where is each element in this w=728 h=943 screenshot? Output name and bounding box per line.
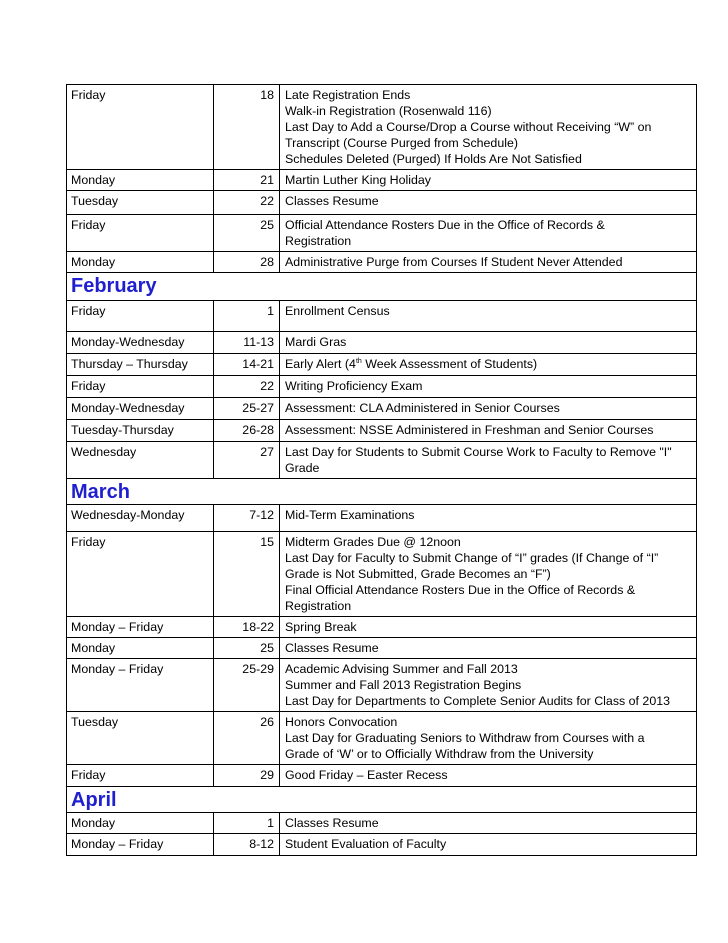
- month-header-row: [67, 479, 697, 505]
- date-cell: 14-21: [214, 354, 280, 376]
- date-cell: 1: [214, 813, 280, 834]
- event-line: Late Registration Ends: [285, 88, 411, 102]
- event-line: Walk-in Registration (Rosenwald 116): [285, 104, 492, 118]
- event-line: Grade is Not Submitted, Grade Becomes an “F”): [285, 567, 551, 581]
- event-line: Martin Luther King Holiday: [285, 173, 432, 187]
- month-header-row: [67, 787, 697, 813]
- day-of-week-cell: Monday: [67, 170, 214, 191]
- event-cell: [280, 813, 697, 834]
- calendar-row: [67, 532, 697, 617]
- event-line: Mardi Gras: [285, 335, 347, 349]
- day-of-week-cell: Monday – Friday: [67, 659, 214, 712]
- date-cell: 18: [214, 85, 280, 170]
- day-of-week-cell: Friday: [67, 765, 214, 787]
- date-cell: 25-29: [214, 659, 280, 712]
- calendar-row: [67, 170, 697, 191]
- day-of-week-cell: Tuesday: [67, 712, 214, 765]
- month-heading: February: [67, 273, 697, 301]
- event-line: Spring Break: [285, 620, 357, 634]
- date-cell: 28: [214, 252, 280, 273]
- event-line: Last Day for Departments to Complete Senior Audits for Class of 2013: [285, 694, 670, 708]
- calendar-row: [67, 659, 697, 712]
- day-of-week-cell: Monday: [67, 638, 214, 659]
- event-cell: [280, 712, 697, 765]
- date-cell: 27: [214, 442, 280, 479]
- calendar-row: [67, 354, 697, 376]
- event-line: Midterm Grades Due @ 12noon: [285, 535, 461, 549]
- calendar-row: [67, 834, 697, 856]
- month-header-row: [67, 273, 697, 301]
- event-line: Honors Convocation: [285, 715, 398, 729]
- date-cell: 25: [214, 215, 280, 252]
- event-cell: [280, 252, 697, 273]
- date-cell: 26-28: [214, 420, 280, 442]
- date-cell: 29: [214, 765, 280, 787]
- event-cell: [280, 191, 697, 215]
- calendar-row: [67, 712, 697, 765]
- day-of-week-cell: Monday: [67, 252, 214, 273]
- day-of-week-cell: Friday: [67, 301, 214, 332]
- event-line: Transcript (Course Purged from Schedule): [285, 136, 518, 150]
- calendar-row: [67, 376, 697, 398]
- day-of-week-cell: Friday: [67, 376, 214, 398]
- event-line: Student Evaluation of Faculty: [285, 837, 447, 851]
- calendar-row: [67, 442, 697, 479]
- calendar-row: [67, 301, 697, 332]
- day-of-week-cell: Thursday – Thursday: [67, 354, 214, 376]
- event-cell: [280, 505, 697, 532]
- event-cell: [280, 442, 697, 479]
- event-line: Summer and Fall 2013 Registration Begins: [285, 678, 522, 692]
- day-of-week-cell: Monday: [67, 813, 214, 834]
- calendar-row: [67, 191, 697, 215]
- event-line: Administrative Purge from Courses If Student Never Attended: [285, 255, 623, 269]
- day-of-week-cell: Friday: [67, 85, 214, 170]
- event-line: Assessment: NSSE Administered in Freshman and Senior Courses: [285, 423, 654, 437]
- event-line: Last Day for Students to Submit Course Work to Faculty to Remove "I": [285, 445, 672, 459]
- event-line: Good Friday – Easter Recess: [285, 768, 448, 782]
- day-of-week-cell: Monday-Wednesday: [67, 398, 214, 420]
- event-line: Schedules Deleted (Purged) If Holds Are Not Satisfied: [285, 152, 582, 166]
- calendar-row: [67, 638, 697, 659]
- month-heading: March: [67, 479, 697, 505]
- day-of-week-cell: Monday – Friday: [67, 834, 214, 856]
- calendar-row: [67, 252, 697, 273]
- calendar-row: [67, 398, 697, 420]
- date-cell: 1: [214, 301, 280, 332]
- date-cell: 22: [214, 191, 280, 215]
- event-line: Mid-Term Examinations: [285, 508, 415, 522]
- event-cell: [280, 354, 697, 376]
- event-line: Grade of ‘W’ or to Officially Withdraw from the University: [285, 747, 594, 761]
- event-line: Last Day to Add a Course/Drop a Course without Receiving “W” on: [285, 120, 652, 134]
- day-of-week-cell: Friday: [67, 532, 214, 617]
- date-cell: 11-13: [214, 332, 280, 354]
- academic-calendar-table: [66, 84, 697, 856]
- day-of-week-cell: Friday: [67, 215, 214, 252]
- calendar-row: [67, 85, 697, 170]
- event-cell: [280, 834, 697, 856]
- event-cell: [280, 617, 697, 638]
- event-cell: [280, 332, 697, 354]
- event-cell: [280, 420, 697, 442]
- calendar-row: [67, 813, 697, 834]
- calendar-row: [67, 215, 697, 252]
- event-cell: [280, 659, 697, 712]
- day-of-week-cell: Monday-Wednesday: [67, 332, 214, 354]
- date-cell: 26: [214, 712, 280, 765]
- event-line: Writing Proficiency Exam: [285, 379, 423, 393]
- event-cell: [280, 215, 697, 252]
- day-of-week-cell: Tuesday-Thursday: [67, 420, 214, 442]
- date-cell: 21: [214, 170, 280, 191]
- event-cell: [280, 376, 697, 398]
- date-cell: 25: [214, 638, 280, 659]
- event-line: Registration: [285, 599, 352, 613]
- event-line: Grade: [285, 461, 320, 475]
- event-cell: [280, 765, 697, 787]
- date-cell: 7-12: [214, 505, 280, 532]
- event-cell: [280, 170, 697, 191]
- event-cell: [280, 301, 697, 332]
- day-of-week-cell: Wednesday: [67, 442, 214, 479]
- event-cell: [280, 532, 697, 617]
- calendar-row: [67, 332, 697, 354]
- day-of-week-cell: Wednesday-Monday: [67, 505, 214, 532]
- calendar-row: [67, 765, 697, 787]
- event-line: Classes Resume: [285, 194, 379, 208]
- event-line: Registration: [285, 234, 352, 248]
- date-cell: 22: [214, 376, 280, 398]
- event-cell: [280, 85, 697, 170]
- calendar-row: [67, 617, 697, 638]
- event-line: Academic Advising Summer and Fall 2013: [285, 662, 518, 676]
- event-line: Classes Resume: [285, 816, 379, 830]
- date-cell: 15: [214, 532, 280, 617]
- calendar-row: [67, 420, 697, 442]
- event-line: Last Day for Graduating Seniors to Withdraw from Courses with a: [285, 731, 645, 745]
- month-heading: April: [67, 787, 697, 813]
- event-line: Assessment: CLA Administered in Senior Courses: [285, 401, 560, 415]
- event-line: Final Official Attendance Rosters Due in the Office of Records &: [285, 583, 636, 597]
- event-cell: [280, 398, 697, 420]
- event-line: Last Day for Faculty to Submit Change of “I” grades (If Change of “I”: [285, 551, 659, 565]
- event-line: Classes Resume: [285, 641, 379, 655]
- day-of-week-cell: Tuesday: [67, 191, 214, 215]
- calendar-body: [67, 85, 697, 856]
- event-line: Early Alert (4th Week Assessment of Students): [285, 357, 538, 371]
- day-of-week-cell: Monday – Friday: [67, 617, 214, 638]
- date-cell: 25-27: [214, 398, 280, 420]
- calendar-row: [67, 505, 697, 532]
- event-cell: [280, 638, 697, 659]
- event-line: Official Attendance Rosters Due in the Office of Records &: [285, 218, 605, 232]
- event-line: Enrollment Census: [285, 304, 390, 318]
- date-cell: 8-12: [214, 834, 280, 856]
- date-cell: 18-22: [214, 617, 280, 638]
